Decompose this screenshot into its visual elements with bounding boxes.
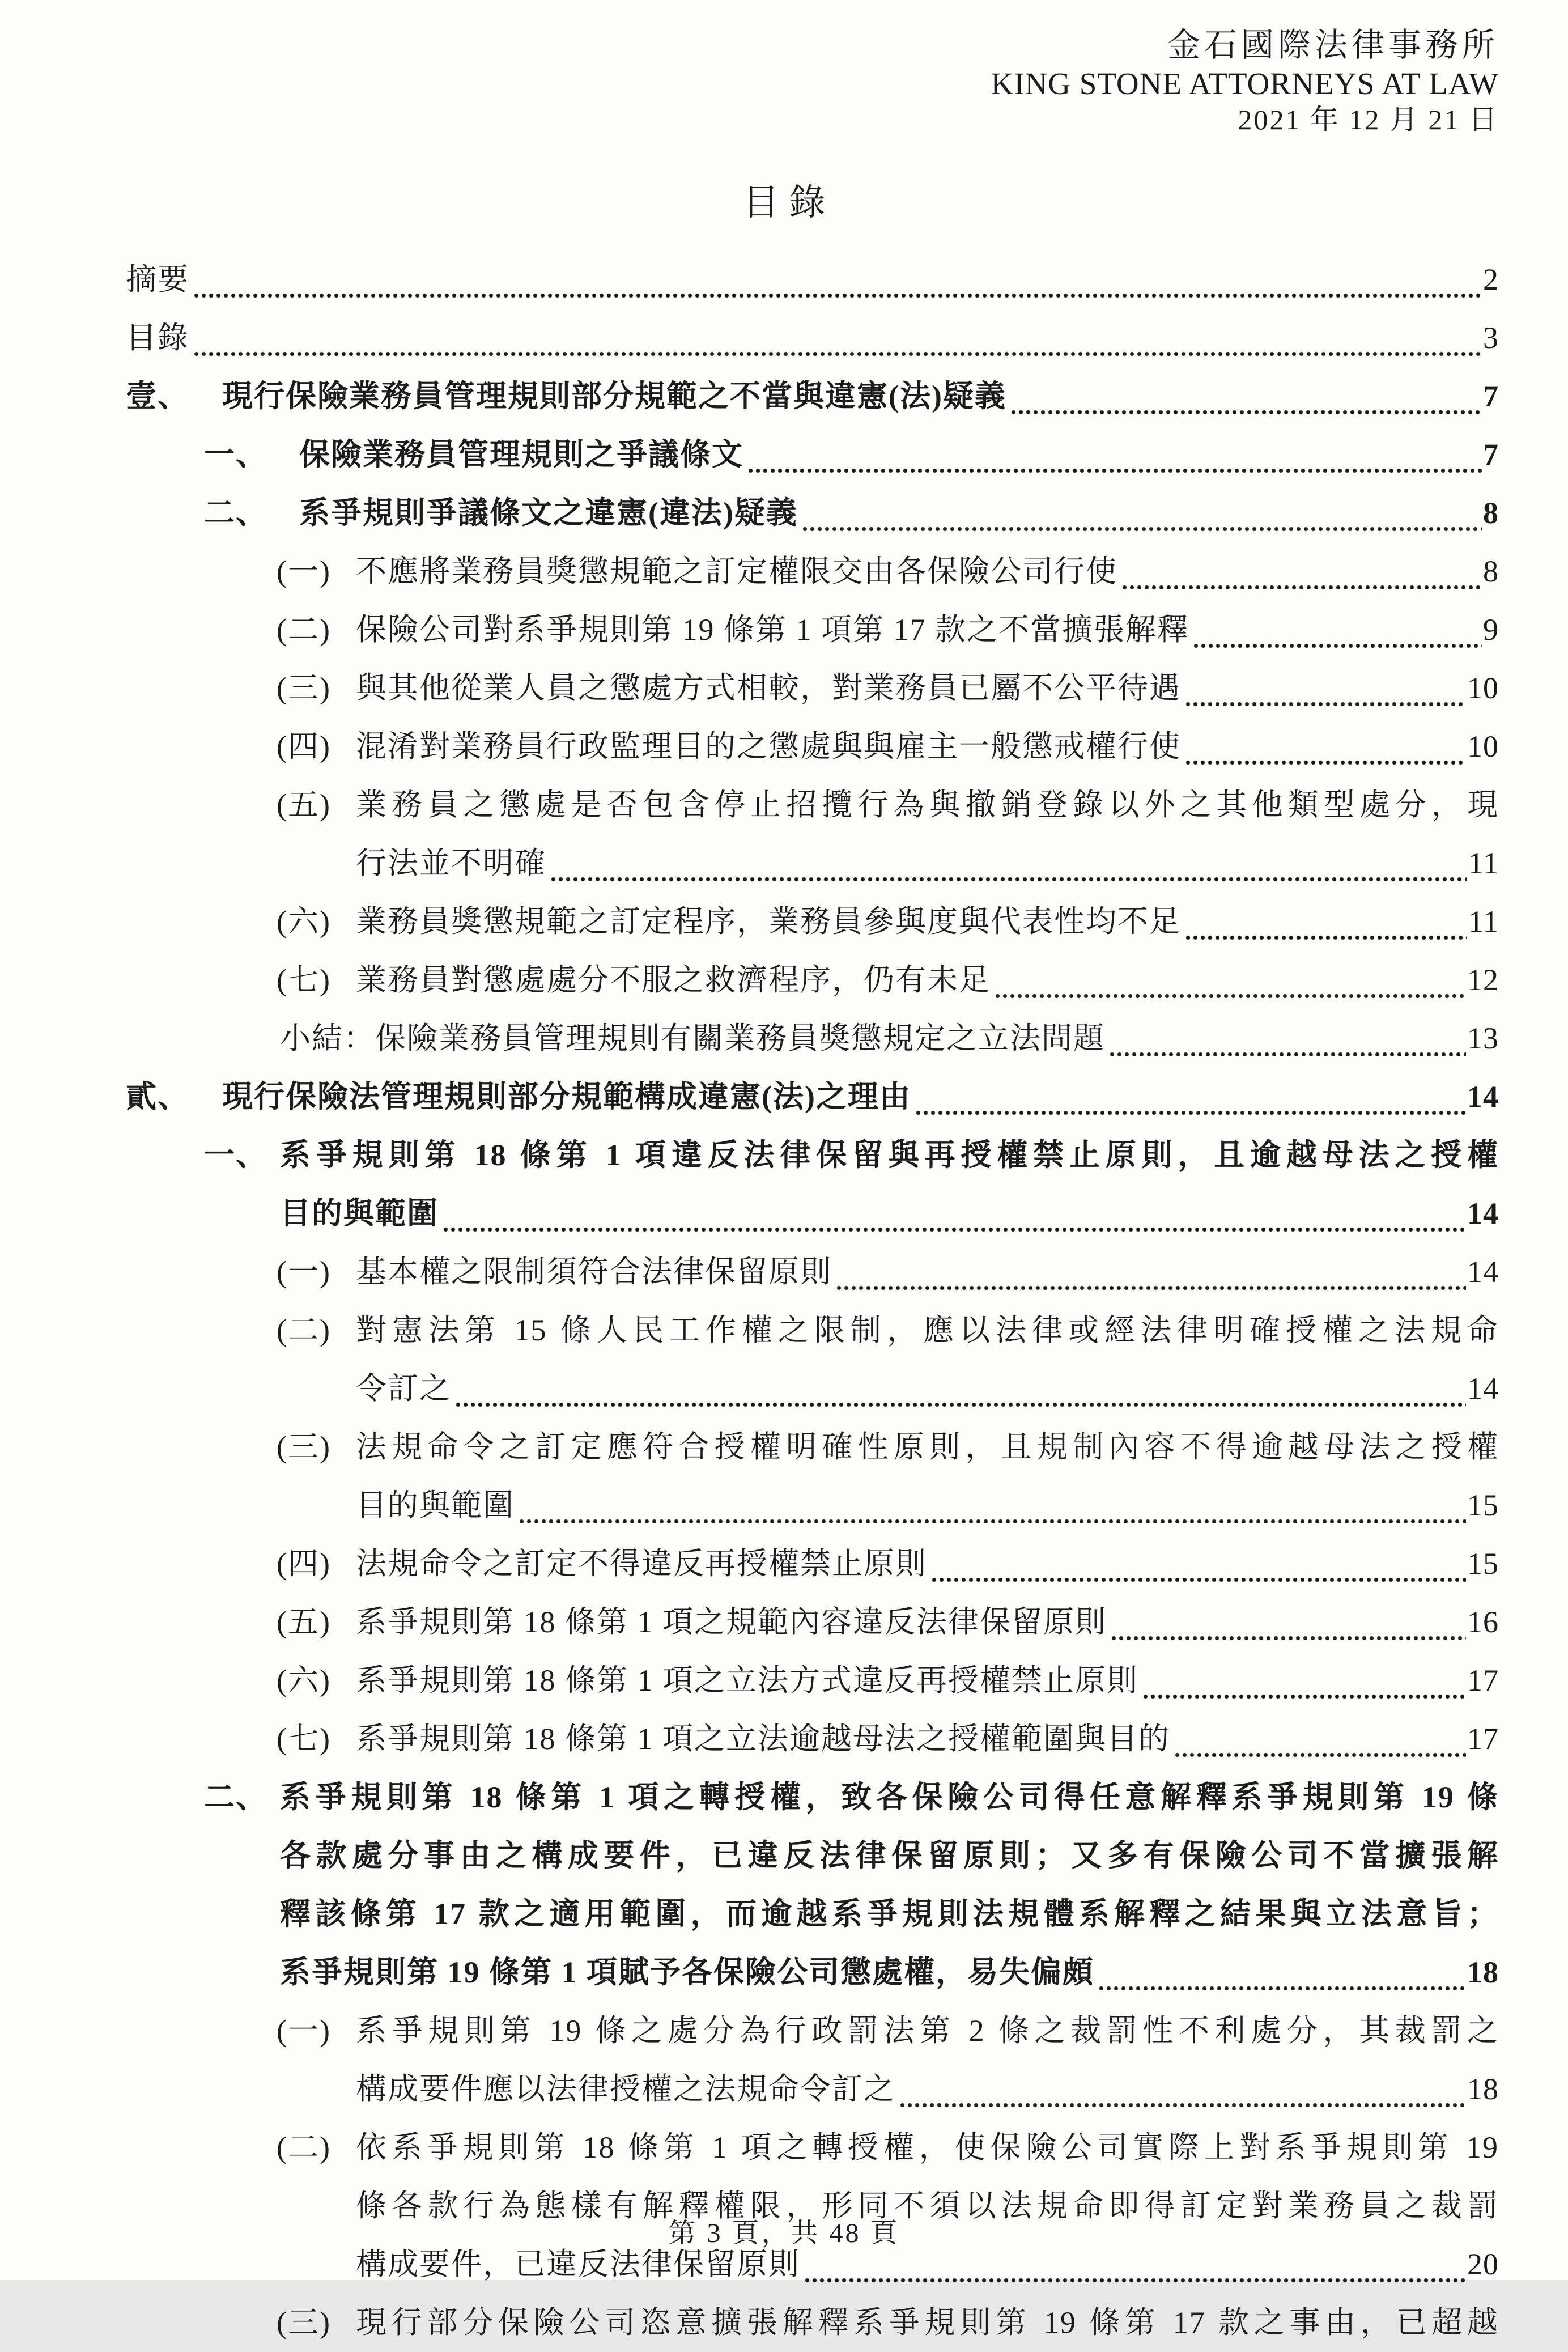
toc-entry xyxy=(126,1652,1499,1710)
toc-entry-line xyxy=(126,2060,1499,2119)
letterhead-date: 2021 年 12 月 21 日 xyxy=(1238,104,1499,135)
page-title: 目錄 xyxy=(742,182,836,223)
toc-page-number: 17 xyxy=(1467,1722,1499,1756)
dot-leader xyxy=(802,527,1482,532)
toc-entry xyxy=(126,426,1499,484)
toc-page-number: 18 xyxy=(1467,1955,1499,1989)
toc-page-number: 15 xyxy=(1467,1547,1499,1581)
toc-entry-text: 令訂之 xyxy=(356,1372,451,1406)
toc-entry xyxy=(126,2294,1499,2352)
toc-entry-text: 混淆對業務員行政監理目的之懲處與與雇主一般懲戒權行使 xyxy=(356,729,1181,763)
toc-entry-label: (一) xyxy=(277,1255,331,1289)
toc-page-number: 7 xyxy=(1483,438,1499,472)
toc-page-number: 18 xyxy=(1467,2072,1499,2106)
toc-entry xyxy=(126,1068,1499,1126)
toc-entry-line xyxy=(126,1827,1499,1885)
dot-leader xyxy=(551,877,1467,882)
toc-entry-text: 系爭規則第 18 條第 1 項之規範內容違反法律保留原則 xyxy=(356,1605,1107,1639)
toc-entry-line xyxy=(126,2294,1499,2352)
dot-leader xyxy=(443,1227,1466,1232)
firm-name: 金石國際法律事務所 xyxy=(1167,27,1499,63)
toc-entry xyxy=(126,367,1499,426)
toc-entry xyxy=(126,542,1499,601)
dot-leader xyxy=(1185,702,1466,707)
toc-entry-text: 不應將業務員獎懲規範之訂定權限交由各保險公司行使 xyxy=(356,554,1117,588)
dot-leader xyxy=(900,2103,1466,2108)
toc-entry-label: 二、 xyxy=(204,496,267,530)
toc-entry-text: 條各款行為態樣有解釋權限，形同不須以法規命即得訂定對業務員之裁罰 xyxy=(356,2189,1499,2223)
toc-entry-label: 壹、 xyxy=(126,379,189,413)
toc-page-number: 3 xyxy=(1483,321,1499,355)
toc-entry-text: 小結：保險業務員管理規則有關業務員獎懲規定之立法問題 xyxy=(280,1021,1105,1055)
toc-entry-line xyxy=(126,1068,1499,1126)
toc-entry-label: (四) xyxy=(277,1547,331,1581)
toc-entry-text: 法規命令之訂定應符合授權明確性原則，且規制內容不得逾越母法之授權 xyxy=(356,1430,1499,1464)
dot-leader xyxy=(995,994,1466,999)
toc-entry-text: 業務員對懲處處分不服之救濟程序，仍有未足 xyxy=(356,963,991,997)
toc-entry-text: 構成要件應以法律授權之法規命令訂之 xyxy=(356,2072,895,2106)
toc-page-number: 14 xyxy=(1467,1196,1499,1230)
toc-entry-label: (三) xyxy=(277,671,331,705)
toc-entry xyxy=(126,951,1499,1009)
toc-page-number: 15 xyxy=(1467,1488,1499,1522)
toc-entry xyxy=(126,1009,1499,1068)
toc-entry xyxy=(126,1593,1499,1652)
toc-entry-label: (一) xyxy=(277,554,331,588)
dot-leader xyxy=(194,351,1482,356)
toc-entry-text: 構成要件，已違反法律保留原則 xyxy=(356,2247,800,2281)
dot-leader xyxy=(1175,1752,1466,1757)
toc-entry-label: 一、 xyxy=(204,438,267,472)
toc-entry-line xyxy=(126,2002,1499,2060)
toc-entry-text: 保險業務員管理規則之爭議條文 xyxy=(299,438,743,472)
toc-entry xyxy=(126,1710,1499,1768)
toc-entry xyxy=(126,893,1499,951)
toc-entry xyxy=(126,2119,1499,2294)
toc-page-number: 20 xyxy=(1467,2247,1499,2281)
toc-entry-line xyxy=(126,1126,1499,1185)
toc-entry-text: 系爭規則第 18 條第 1 項違反法律保留與再授權禁止原則，且逾越母法之授權 xyxy=(280,1138,1499,1172)
toc-entry-label: (七) xyxy=(277,1722,331,1756)
toc-entry xyxy=(126,2002,1499,2119)
toc-entry-line xyxy=(126,1943,1499,2002)
toc-entry-label: (五) xyxy=(277,1605,331,1639)
toc-entry-line xyxy=(126,659,1499,718)
toc-entry-text: 摘要 xyxy=(126,262,189,296)
dot-leader xyxy=(1011,410,1482,415)
toc-entry xyxy=(126,1126,1499,1243)
toc-entry-text: 系爭規則第 19 條第 1 項賦予各保險公司懲處權，易失偏頗 xyxy=(280,1955,1094,1989)
toc-entry xyxy=(126,1418,1499,1535)
toc-entry-line xyxy=(126,1710,1499,1768)
toc-entry-label: (二) xyxy=(277,2130,331,2164)
toc-entry-text: 各款處分事由之構成要件，已違反法律保留原則；又多有保險公司不當擴張解 xyxy=(280,1839,1499,1873)
toc-page-number: 7 xyxy=(1483,379,1499,413)
toc-entry-line xyxy=(126,1301,1499,1360)
toc-entry-text: 業務員獎懲規範之訂定程序，業務員參與度與代表性均不足 xyxy=(356,905,1181,939)
toc-list xyxy=(126,251,1499,2352)
toc-entry-line xyxy=(126,542,1499,601)
toc-entry-text: 目錄 xyxy=(126,321,189,355)
dot-leader xyxy=(1143,1694,1466,1699)
toc-entry-line xyxy=(126,951,1499,1009)
toc-page-number: 14 xyxy=(1467,1372,1499,1406)
toc-entry-text: 釋該條第 17 款之適用範圍，而逾越系爭規則法規體系解釋之結果與立法意旨； xyxy=(280,1897,1499,1931)
dot-leader xyxy=(194,293,1482,298)
page-footer: 第 3 頁，共 48 頁 xyxy=(668,2218,900,2248)
toc-page-number: 16 xyxy=(1467,1605,1499,1639)
toc-entry-label: (三) xyxy=(277,1430,331,1464)
dot-leader xyxy=(836,1285,1466,1290)
dot-leader xyxy=(1185,935,1467,940)
toc-entry xyxy=(126,1301,1499,1418)
toc-entry-line xyxy=(126,1243,1499,1301)
toc-entry xyxy=(126,776,1499,893)
toc-entry-text: 行法並不明確 xyxy=(356,846,546,880)
letterhead xyxy=(0,0,1568,137)
toc-entry-label: (五) xyxy=(277,788,331,822)
firm-name-english: KING STONE ATTORNEYS AT LAW xyxy=(991,66,1499,101)
dot-leader xyxy=(1099,1986,1466,1991)
toc-entry-line xyxy=(126,776,1499,834)
toc-entry-line xyxy=(126,1418,1499,1476)
toc-entry-text: 對憲法第 15 條人民工作權之限制，應以法律或經法律明確授權之法規命 xyxy=(356,1313,1499,1347)
toc-entry-text: 業務員之懲處是否包含停止招攬行為與撤銷登錄以外之其他類型處分，現 xyxy=(356,788,1499,822)
toc-entry-line xyxy=(126,2119,1499,2177)
toc-entry-line xyxy=(126,1476,1499,1535)
toc-page-number: 9 xyxy=(1483,613,1499,647)
toc-entry-line xyxy=(126,1360,1499,1418)
toc-page-number: 17 xyxy=(1467,1663,1499,1697)
toc-entry-label: (六) xyxy=(277,905,331,939)
toc-entry xyxy=(126,309,1499,367)
toc-entry-line xyxy=(126,309,1499,367)
toc-entry xyxy=(126,484,1499,542)
toc-entry-label: 貳、 xyxy=(126,1080,189,1114)
toc-entry-label: 一、 xyxy=(204,1138,267,1172)
dot-leader xyxy=(519,1519,1466,1524)
toc-entry-line xyxy=(126,1009,1499,1068)
dot-leader xyxy=(748,468,1482,473)
dot-leader xyxy=(1185,760,1466,765)
toc-entry xyxy=(126,1243,1499,1301)
toc-entry-label: (七) xyxy=(277,963,331,997)
toc-entry-line xyxy=(126,834,1499,893)
toc-entry-text: 現行保險法管理規則部分規範構成違憲(法)之理由 xyxy=(222,1080,911,1114)
toc-entry-text: 與其他從業人員之懲處方式相較，對業務員已屬不公平待遇 xyxy=(356,671,1181,705)
toc-entry-line xyxy=(126,367,1499,426)
toc-entry-text: 系爭規則第 18 條第 1 項之立法方式違反再授權禁止原則 xyxy=(356,1663,1138,1697)
toc-entry-line xyxy=(126,1652,1499,1710)
toc-entry-line xyxy=(126,1768,1499,1827)
toc-entry-label: (二) xyxy=(277,1313,331,1347)
toc-entry-text: 基本權之限制須符合法律保留原則 xyxy=(356,1255,832,1289)
toc-page-number: 14 xyxy=(1467,1255,1499,1289)
toc-page-number: 13 xyxy=(1467,1021,1499,1055)
toc-entry-text: 系爭規則爭議條文之違憲(違法)疑義 xyxy=(299,496,798,530)
toc-entry-text: 保險公司對系爭規則第 19 條第 1 項第 17 款之不當擴張解釋 xyxy=(356,613,1189,647)
toc-entry-text: 依系爭規則第 18 條第 1 項之轉授權，使保險公司實際上對系爭規則第 19 xyxy=(356,2130,1499,2164)
toc-entry-label: 二、 xyxy=(204,1780,267,1814)
toc-entry xyxy=(126,601,1499,659)
dot-leader xyxy=(1111,1636,1466,1641)
toc-page-number: 14 xyxy=(1467,1080,1499,1114)
toc-entry-label: (一) xyxy=(277,2014,331,2048)
toc-page-number: 2 xyxy=(1483,262,1499,296)
toc-page-number: 12 xyxy=(1467,963,1499,997)
toc-entry-text: 系爭規則第 18 條第 1 項之立法逾越母法之授權範圍與目的 xyxy=(356,1722,1170,1756)
toc-entry-line xyxy=(126,718,1499,776)
toc-entry-line xyxy=(126,484,1499,542)
toc-entry-label: (三) xyxy=(277,2306,331,2340)
toc-entry-text: 系爭規則第 18 條第 1 項之轉授權，致各保險公司得任意解釋系爭規則第 19 條 xyxy=(280,1780,1499,1814)
toc-page-number: 8 xyxy=(1483,554,1499,588)
toc-entry-line xyxy=(126,893,1499,951)
toc-entry-line xyxy=(126,601,1499,659)
toc-entry-text: 現行部分保險公司恣意擴張解釋系爭規則第 19 條第 17 款之事由，已超越 xyxy=(356,2306,1499,2340)
toc-entry xyxy=(126,659,1499,718)
dot-leader xyxy=(1122,585,1482,590)
toc-entry-text: 目的與範圍 xyxy=(356,1488,515,1522)
toc-entry-text: 系爭規則第 19 條之處分為行政罰法第 2 條之裁罰性不利處分，其裁罰之 xyxy=(356,2014,1499,2048)
toc-entry-line xyxy=(126,1885,1499,1943)
dot-leader xyxy=(456,1402,1466,1407)
toc-entry-label: (六) xyxy=(277,1663,331,1697)
toc-page-number: 10 xyxy=(1467,729,1499,763)
toc-page-number: 11 xyxy=(1468,905,1499,939)
toc-entry-line xyxy=(126,426,1499,484)
toc-page-number: 10 xyxy=(1467,671,1499,705)
toc-entry-text: 現行保險業務員管理規則部分規範之不當與違憲(法)疑義 xyxy=(222,379,1006,413)
toc-entry xyxy=(126,718,1499,776)
toc-entry-line xyxy=(126,251,1499,309)
toc-page-number: 8 xyxy=(1483,496,1499,530)
toc-entry-text: 法規命令之訂定不得違反再授權禁止原則 xyxy=(356,1547,927,1581)
toc-entry-label: (四) xyxy=(277,729,331,763)
toc-entry-line xyxy=(126,1593,1499,1652)
toc-entry xyxy=(126,1535,1499,1593)
toc-entry-text: 目的與範圍 xyxy=(280,1196,439,1230)
toc-entry-line xyxy=(126,1535,1499,1593)
toc-entry-line xyxy=(126,1185,1499,1243)
toc-entry xyxy=(126,1768,1499,2002)
toc-entry xyxy=(126,251,1499,309)
toc-entry-label: (二) xyxy=(277,613,331,647)
dot-leader xyxy=(916,1110,1466,1115)
dot-leader xyxy=(1193,643,1482,648)
dot-leader xyxy=(932,1577,1466,1582)
dot-leader xyxy=(1110,1052,1466,1057)
toc-page-number: 11 xyxy=(1468,846,1499,880)
dot-leader xyxy=(805,2278,1466,2283)
